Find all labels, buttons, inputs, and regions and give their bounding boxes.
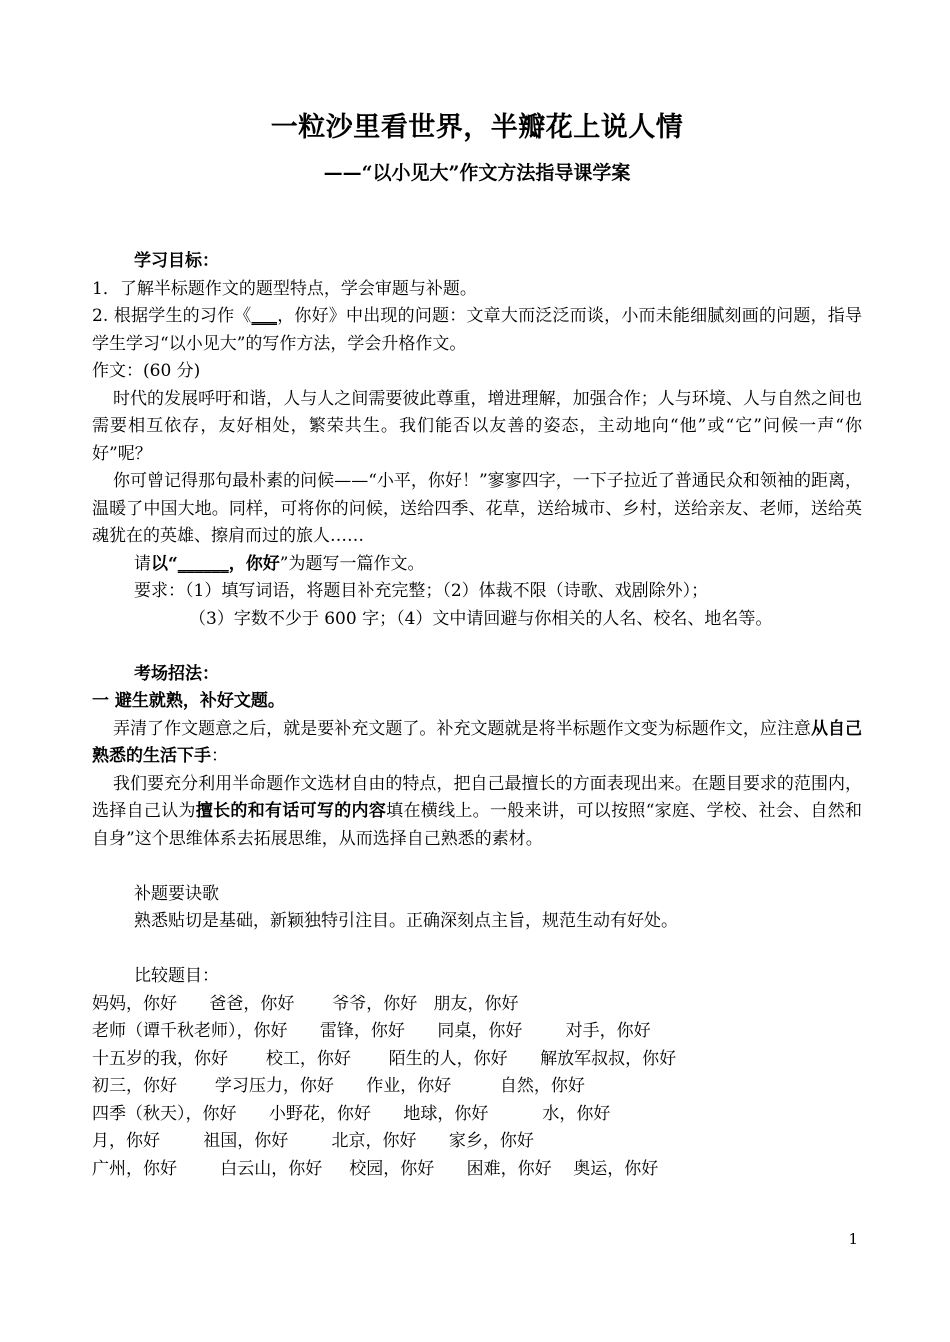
tips-paragraph-2 (92, 771, 862, 854)
goal-item-1: 1．了解半标题作文的题型特点，学会审题与补题。 (92, 278, 477, 299)
compare-line-1: 妈妈，你好 爸爸，你好 爷爷，你好 朋友，你好 (92, 993, 519, 1014)
compare-heading: 比较题目： (134, 966, 219, 986)
compare-line-3: 十五岁的我，你好 校工，你好 陌生的人，你好 解放军叔叔，你好 (92, 1048, 677, 1069)
document-subtitle: ——“以小见大”作文方法指导课学案 (323, 162, 631, 184)
essay-prompt-pre: 请 (134, 553, 151, 574)
essay-prompt-bold-1: 以“ (151, 553, 178, 574)
compare-line-7: 广州，你好 白云山，你好 校园，你好 困难，你好 奥运，你好 (92, 1158, 659, 1179)
document-title: 一粒沙里看世界，半瓣花上说人情 (270, 112, 684, 143)
song-text: 熟悉贴切是基础，新颖独特引注目。正确深刻点主旨，规范生动有好处。 (134, 911, 678, 931)
essay-paragraph-2: 你可曾记得那句最朴素的问候——“小平，你好！”寥寥四字，一下子拉近了普通民众和领袖的距离，温暖了中国大地。同样，可将你的问候，送给四季、花草，送给城市、乡村，送给亲友、老师，送给英魂犹在的英雄、擦肩而过的旅人…… (92, 471, 862, 546)
spacer (92, 853, 862, 881)
goals-heading: 学习目标： (134, 251, 219, 271)
tips-paragraph-1 (92, 716, 862, 771)
compare-line-4: 初三，你好 学习压力，你好 作业，你好 自然，你好 (92, 1076, 585, 1096)
compare-line-5: 四季（秋天），你好 小野花，你好 地球，你好 水，你好 (92, 1103, 611, 1124)
essay-prompt (92, 551, 862, 579)
tips-paragraph-1-bold: 从自己熟悉的生活下手 (92, 718, 862, 766)
compare-line-6: 月，你好 祖国，你好 北京，你好 家乡，你好 (92, 1131, 534, 1151)
spacer (92, 633, 862, 661)
tips-paragraph-2-pre: 我们要充分利用半命题作文选材自由的特点，把自己最擅长的方面表现出来。在题目要求的范围内，选择自己认为 (92, 773, 862, 821)
essay-prompt-bold-2: ，你好 (228, 553, 280, 574)
goal-item-2-pre: 2. 根据学生的习作《 (92, 306, 252, 326)
essay-paragraph-1: 时代的发展呼吁和谐，人与人之间需要彼此尊重，增进理解，加强合作；人与环境、人与自然之间也需要相互依存，友好相处，繁荣共生。我们能否以友善的姿态，主动地向“他”或“它”问候一声“你好”呢？ (92, 388, 862, 464)
goal-item-2-blank: ___ (251, 306, 277, 326)
compare-line-2: 老师（谭千秋老师），你好 雷锋，你好 同桌，你好 对手，你好 (92, 1021, 651, 1041)
essay-prompt-blank: ______ (177, 553, 229, 574)
document-body (92, 248, 862, 1183)
goal-item-2-post: ，你好》中出现的问题：文章大而泛泛而谈，小而未能细腻刻画的问题，指导学生学习“以小见大”的写作方法，学会升格作文。 (92, 306, 863, 354)
essay-requirements-2: （3）字数不少于 600 字；（4）文中请回避与你相关的人名、校名、地名等。 (189, 608, 773, 629)
tips-paragraph-2-post: 填在横线上。一般来讲，可以按照“家庭、学校、社会、自然和自身”这个思维体系去拓展思维，从而选择自己熟悉的素材。 (92, 801, 863, 849)
tips-section-1: 一 避生就熟，补好文题。 (92, 691, 285, 711)
spacer (92, 936, 862, 964)
tips-heading: 考场招法： (134, 663, 219, 684)
goal-item-2 (92, 303, 862, 358)
tips-paragraph-2-bold: 擅长的和有话可写的内容 (195, 801, 387, 821)
tips-paragraph-1-post: ： (211, 746, 228, 766)
tips-paragraph-1-pre: 弄清了作文题意之后，就是要补充文题了。补充文题就是将半标题作文变为标题作文，应注意 (113, 718, 811, 739)
song-title: 补题要诀歌 (134, 883, 219, 904)
essay-prompt-post: ”为题写一篇作文。 (279, 553, 425, 574)
page-number: 1 (848, 1230, 858, 1248)
essay-label: 作文：(60 分) (92, 361, 201, 381)
essay-requirements-1: 要求：（1）填写词语，将题目补充完整；（2）体裁不限（诗歌、戏剧除外）； (134, 581, 709, 601)
